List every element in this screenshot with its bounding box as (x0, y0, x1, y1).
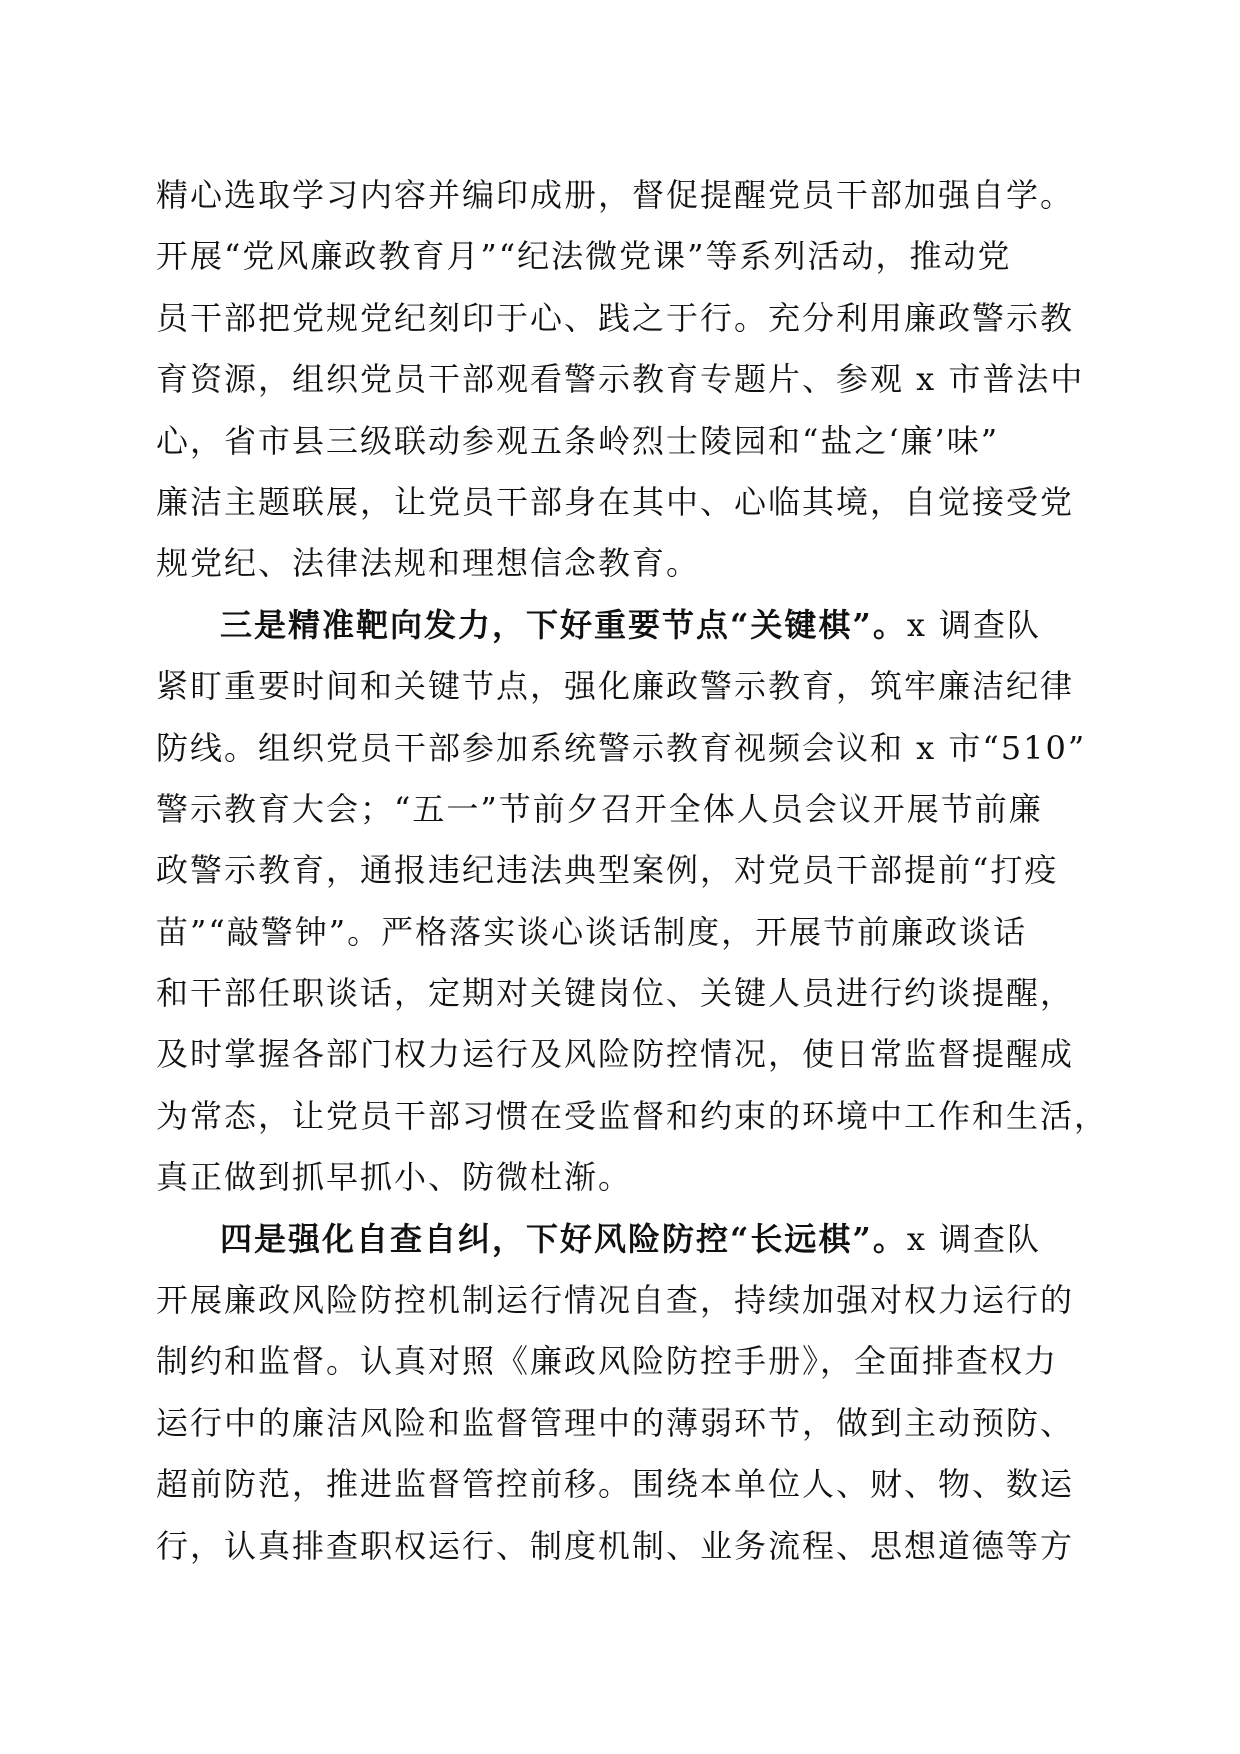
heading-followup-text: x 调查队 (906, 605, 1042, 644)
paragraph-line: 超前防范，推进监督管控前移。围绕本单位人、财、物、数运 (156, 1465, 1075, 1504)
paragraph-line: 及时掌握各部门权力运行及风险防控情况，使日常监督提醒成 (156, 1035, 1075, 1074)
paragraph-line: 规党纪、法律法规和理想信念教育。 (156, 544, 701, 583)
paragraph-line: 开展廉政风险防控机制运行情况自查，持续加强对权力运行的 (156, 1281, 1075, 1320)
paragraph-line: 精心选取学习内容并编印成册，督促提醒党员干部加强自学。 (156, 176, 1075, 214)
paragraph-line: 和干部任职谈话，定期对关键岗位、关键人员进行约谈提醒， (156, 974, 1075, 1013)
section-heading: 四是强化自查自纠，下好风险防控“长远棋”。 (220, 1219, 907, 1258)
paragraph-line: 苗”“敲警钟”。严格落实谈心谈话制度，开展节前廉政谈话 (156, 912, 1028, 951)
paragraph-line: 真正做到抓早抓小、防微杜渐。 (156, 1158, 633, 1197)
paragraph-line: 政警示教育，通报违纪违法典型案例，对党员干部提前“打疫 (156, 851, 1059, 890)
paragraph-line: 为常态，让党员干部习惯在受监督和约束的环境中工作和生活， (156, 1096, 1109, 1135)
paragraph-line: 制约和监督。认真对照《廉政风险防控手册》，全面排查权力 (156, 1342, 1059, 1381)
paragraph-first-line (156, 1209, 1086, 1270)
document-body (156, 165, 1109, 1577)
paragraph-line: 防线。组织党员干部参加系统警示教育视频会议和 x 市“510” (156, 728, 1087, 767)
paragraph-3 (156, 1209, 1086, 1577)
paragraph-line: 紧盯重要时间和关键节点，强化廉政警示教育，筑牢廉洁纪律 (156, 667, 1075, 706)
paragraph-line: 育资源，组织党员干部观看警示教育专题片、参观 x 市普法中 (156, 360, 1085, 399)
paragraph-line: 廉洁主题联展，让党员干部身在其中、心临其境，自觉接受党 (156, 482, 1075, 521)
paragraph-line: 开展“党风廉政教育月”“纪法微党课”等系列活动，推动党 (156, 237, 1012, 276)
paragraph-line: 行，认真排查职权运行、制度机制、业务流程、思想道德等方 (156, 1526, 1075, 1565)
paragraph-first-line (156, 595, 1086, 656)
paragraph-line: 警示教育大会；“五一”节前夕召开全体人员会议开展节前廉 (156, 789, 1043, 828)
paragraph-line: 运行中的廉洁风险和监督管理中的薄弱环节，做到主动预防、 (156, 1403, 1075, 1442)
section-heading: 三是精准靶向发力，下好重要节点“关键棋”。 (220, 605, 907, 644)
paragraph-1 (156, 165, 1086, 595)
paragraph-2 (156, 595, 1109, 1209)
paragraph-line: 员干部把党规党纪刻印于心、践之于行。充分利用廉政警示教 (156, 298, 1075, 337)
paragraph-line: 心，省市县三级联动参观五条岭烈士陵园和“盐之‘廉’味” (156, 421, 1000, 460)
heading-followup-text: x 调查队 (906, 1219, 1042, 1258)
